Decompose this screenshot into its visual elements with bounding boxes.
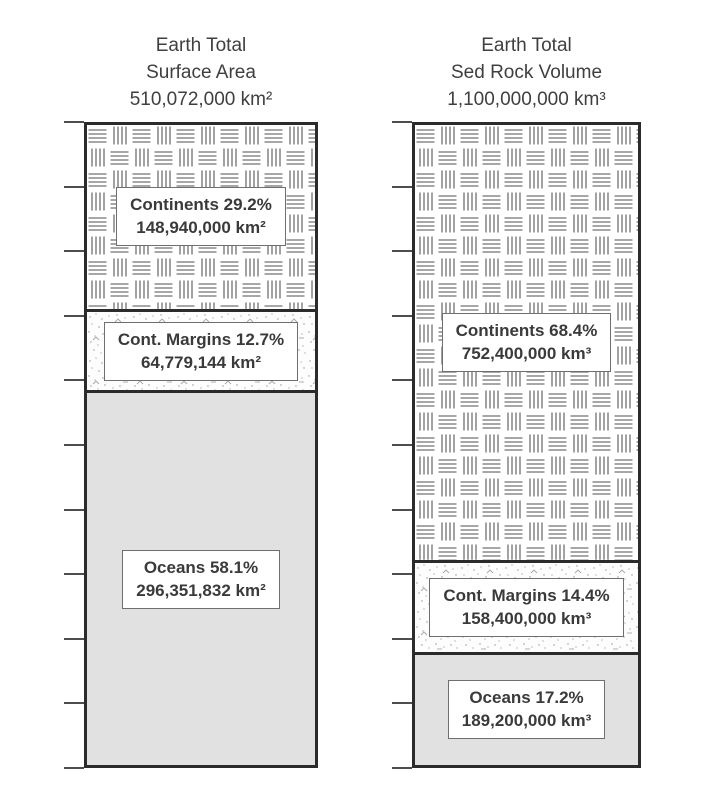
axis-tick — [392, 444, 412, 446]
axis-tick — [392, 315, 412, 317]
title-line-2: Sed Rock Volume — [450, 62, 603, 83]
axis-tick — [392, 702, 412, 704]
title-line-2: Surface Area — [146, 62, 256, 83]
axis-tick — [64, 573, 84, 575]
surface-area-bar-area — [84, 122, 318, 768]
surface-area-chart-title — [44, 32, 358, 113]
axis-tick — [392, 767, 412, 769]
segment-label-oceans-area — [122, 550, 280, 609]
segment-label-text: Continents 29.2% — [130, 195, 272, 215]
title-line-1: Earth Total — [155, 35, 247, 56]
segment-label-continents-area — [116, 187, 286, 246]
axis-tick — [392, 573, 412, 575]
axis-tick — [64, 121, 84, 123]
segment-label-cont-margins-volume — [429, 578, 623, 637]
segment-label-cont-margins-area — [104, 322, 298, 381]
axis-tick — [64, 444, 84, 446]
segment-label-text: Oceans 17.2% — [469, 688, 584, 708]
axis-tick — [64, 767, 84, 769]
axis-tick — [392, 379, 412, 381]
sed-rock-stacked-bar — [412, 122, 641, 768]
surface-area-stacked-bar — [84, 122, 318, 768]
segment-label-text: Cont. Margins 12.7% — [117, 329, 285, 349]
segment-label-text: Continents 68.4% — [455, 320, 598, 340]
segment-value-text: 64,779,144 km² — [140, 352, 262, 372]
sed-rock-chart-title — [372, 32, 681, 113]
segment-continents-volume — [415, 125, 638, 563]
segment-value-text: 296,351,832 km² — [136, 580, 266, 600]
axis-tick — [64, 702, 84, 704]
axis-tick — [392, 638, 412, 640]
title-total-value: 510,072,000 km² — [129, 89, 273, 110]
segment-cont-margins-volume — [415, 563, 638, 655]
segment-label-text: Cont. Margins 14.4% — [443, 585, 610, 605]
segment-label-continents-volume — [442, 313, 612, 372]
title-line-1: Earth Total — [481, 35, 572, 56]
axis-tick — [64, 315, 84, 317]
segment-label-text: Oceans 58.1% — [143, 557, 259, 577]
segment-cont-margins-area — [87, 312, 315, 393]
sed-rock-volume-chart — [412, 0, 641, 794]
segment-value-text: 148,940,000 km² — [136, 218, 266, 238]
surface-area-chart — [84, 0, 318, 794]
segment-label-oceans-volume — [448, 680, 606, 739]
axis-tick — [64, 186, 84, 188]
segment-oceans-volume — [415, 655, 638, 765]
axis-tick — [64, 638, 84, 640]
axis-tick — [392, 186, 412, 188]
segment-value-text: 752,400,000 km³ — [461, 343, 592, 363]
segment-value-text: 189,200,000 km³ — [461, 711, 592, 731]
segment-continents-area — [87, 125, 315, 312]
axis-tick — [64, 509, 84, 511]
segment-oceans-area — [87, 393, 315, 765]
axis-tick — [392, 250, 412, 252]
axis-tick — [392, 509, 412, 511]
axis-tick — [392, 121, 412, 123]
sed-rock-bar-area — [412, 122, 641, 768]
axis-tick — [64, 250, 84, 252]
axis-tick — [64, 379, 84, 381]
title-total-value: 1,100,000,000 km³ — [447, 89, 606, 110]
segment-value-text: 158,400,000 km³ — [461, 608, 592, 628]
